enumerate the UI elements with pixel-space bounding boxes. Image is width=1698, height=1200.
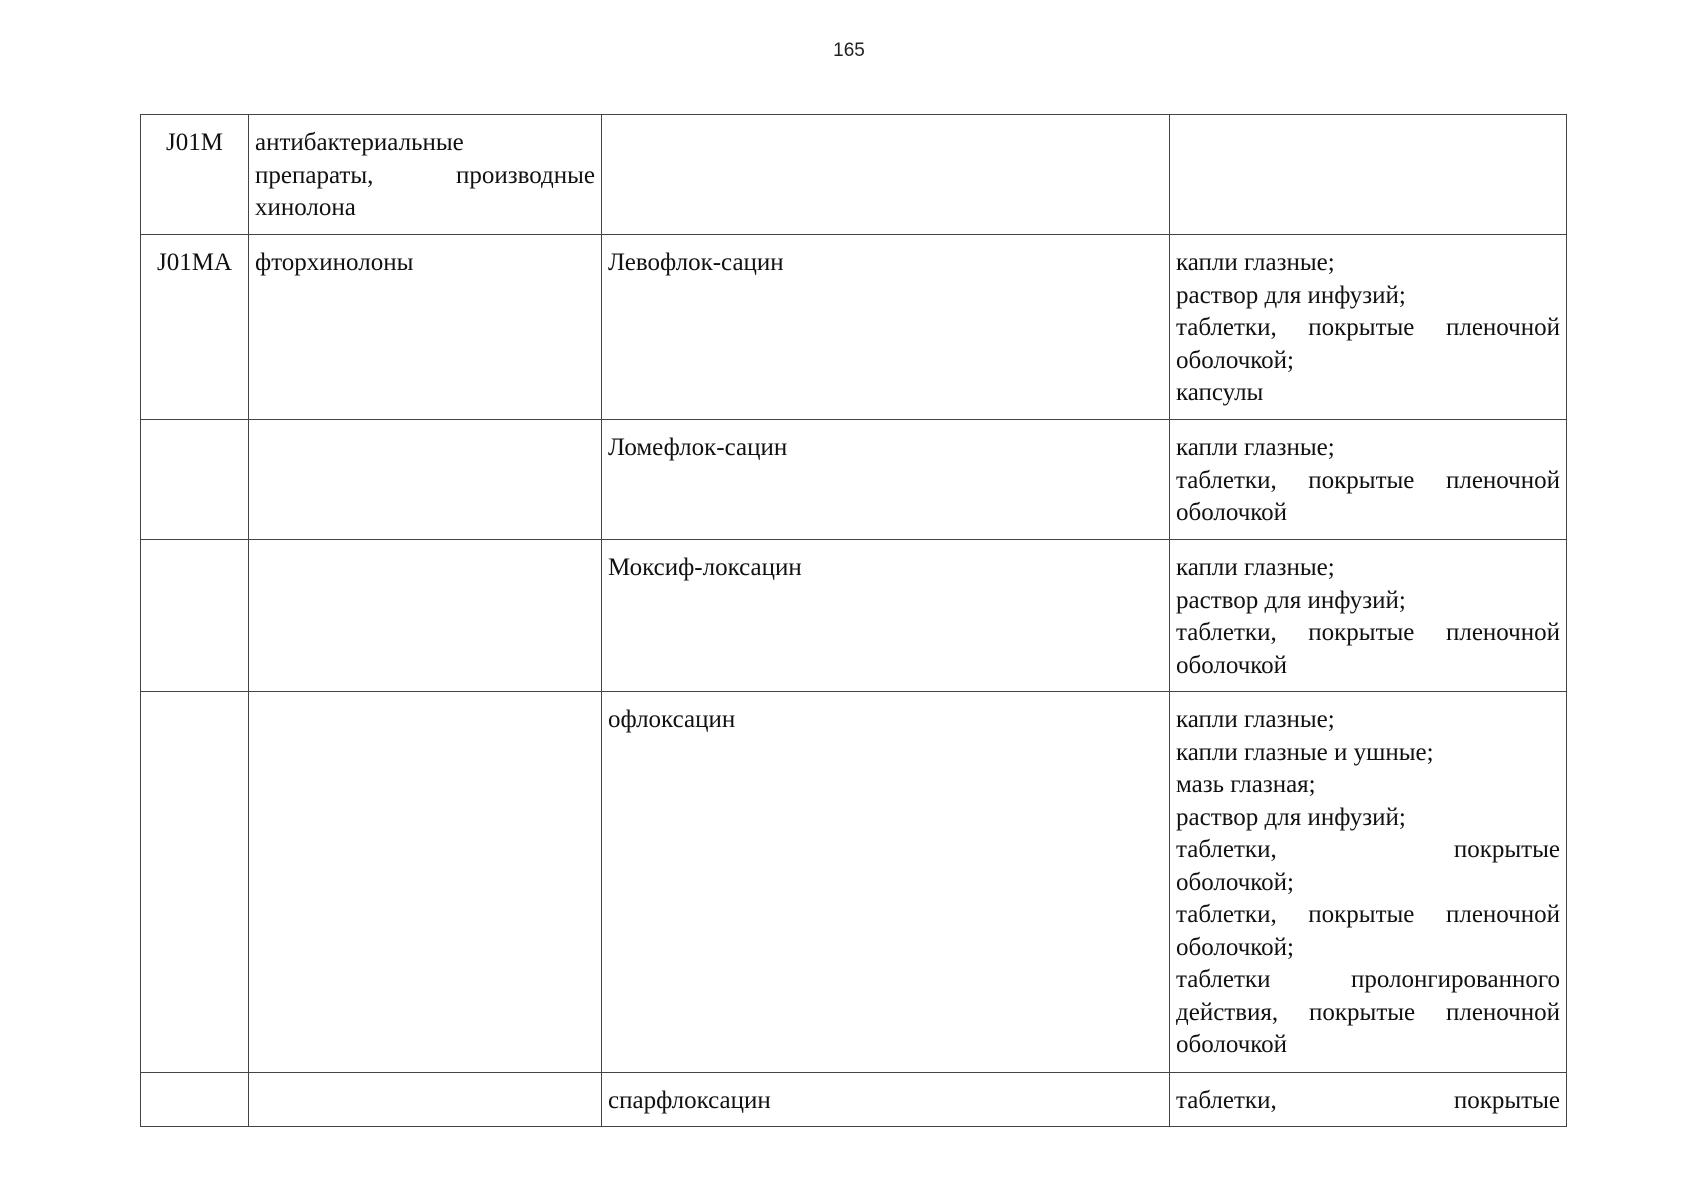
drug-name: Моксиф-локсацин: [608, 554, 802, 581]
pharmacological-group-cell: [249, 420, 602, 540]
table-row: [141, 1073, 1567, 1127]
dosage-form-line: капсулы: [1176, 379, 1264, 406]
atc-code: J01MA: [156, 249, 232, 276]
drug-name: Левофлок-сацин: [608, 249, 784, 276]
pharmacological-group-cell: [249, 235, 602, 420]
dosage-form-line: таблетки, покрытые: [1176, 1087, 1560, 1114]
dosage-form-line: капли глазные;: [1176, 706, 1335, 733]
atc-code-cell: [141, 540, 249, 692]
table-row: [141, 420, 1567, 540]
dosage-form-line: капли глазные;: [1176, 554, 1335, 581]
drug-name: офлоксацин: [608, 706, 736, 733]
pharmacological-group-cell: [249, 115, 602, 235]
table-row: [141, 692, 1567, 1073]
dosage-form-cell: [1170, 235, 1567, 420]
dosage-form-cell: [1170, 692, 1567, 1073]
dosage-form-line: таблетки, покрытые пленочной: [1176, 466, 1560, 494]
atc-code-cell: [141, 115, 249, 235]
dosage-form-line: оболочкой: [1176, 499, 1288, 526]
drug-name-cell: [602, 1073, 1170, 1127]
dosage-form-line: раствор для инфузий;: [1176, 803, 1406, 831]
group-text-line: фторхинолоны: [255, 249, 414, 276]
drug-name: Ломефлок-сацин: [608, 434, 788, 461]
page-number: 165: [833, 40, 865, 61]
dosage-form-line: капли глазные;: [1176, 434, 1335, 461]
dosage-form-cell: [1170, 540, 1567, 692]
dosage-form-line: таблетки пролонгированного: [1176, 966, 1560, 993]
table-row: [141, 115, 1567, 235]
dosage-form-line: мазь глазная;: [1176, 771, 1316, 798]
dosage-form-line: оболочкой;: [1176, 868, 1294, 896]
dosage-form-cell: [1170, 1073, 1567, 1127]
dosage-form-line: таблетки, покрытые: [1176, 836, 1560, 863]
atc-code-cell: [141, 235, 249, 420]
dosage-form-line: оболочкой: [1176, 1031, 1288, 1058]
dosage-form-line: таблетки, покрытые пленочной: [1176, 619, 1560, 646]
dosage-form-cell: [1170, 420, 1567, 540]
drug-name-cell: [602, 692, 1170, 1073]
drug-name: спарфлоксацин: [608, 1087, 771, 1114]
atc-code: J01M: [166, 129, 223, 156]
drug-name-cell: [602, 235, 1170, 420]
drug-name-cell: [602, 540, 1170, 692]
pharmacological-group-cell: [249, 1073, 602, 1127]
pharmacological-group-cell: [249, 540, 602, 692]
dosage-form-line: оболочкой;: [1176, 933, 1294, 961]
group-text-line: препараты, производные: [255, 161, 595, 189]
dosage-form-line: действия, покрытые пленочной: [1176, 998, 1560, 1026]
dosage-form-line: раствор для инфузий;: [1176, 586, 1406, 614]
atc-code-cell: [141, 420, 249, 540]
dosage-form-cell: [1170, 115, 1567, 235]
dosage-form-line: таблетки, покрытые пленочной: [1176, 901, 1560, 928]
dosage-form-line: оболочкой: [1176, 651, 1288, 679]
pharmacological-group-cell: [249, 692, 602, 1073]
atc-code-cell: [141, 1073, 249, 1127]
dosage-form-line: оболочкой;: [1176, 346, 1294, 374]
group-text-line: антибактериальные: [255, 129, 464, 156]
group-text-line: хинолона: [255, 194, 356, 221]
table-row: [141, 540, 1567, 692]
dosage-form-line: капли глазные и ушные;: [1176, 738, 1434, 766]
table-row: [141, 235, 1567, 420]
atc-code-cell: [141, 692, 249, 1073]
drug-name-cell: [602, 115, 1170, 235]
drug-name-cell: [602, 420, 1170, 540]
drug-table: [140, 114, 1567, 1127]
dosage-form-line: таблетки, покрытые пленочной: [1176, 314, 1560, 341]
dosage-form-line: раствор для инфузий;: [1176, 281, 1406, 309]
dosage-form-line: капли глазные;: [1176, 249, 1335, 276]
